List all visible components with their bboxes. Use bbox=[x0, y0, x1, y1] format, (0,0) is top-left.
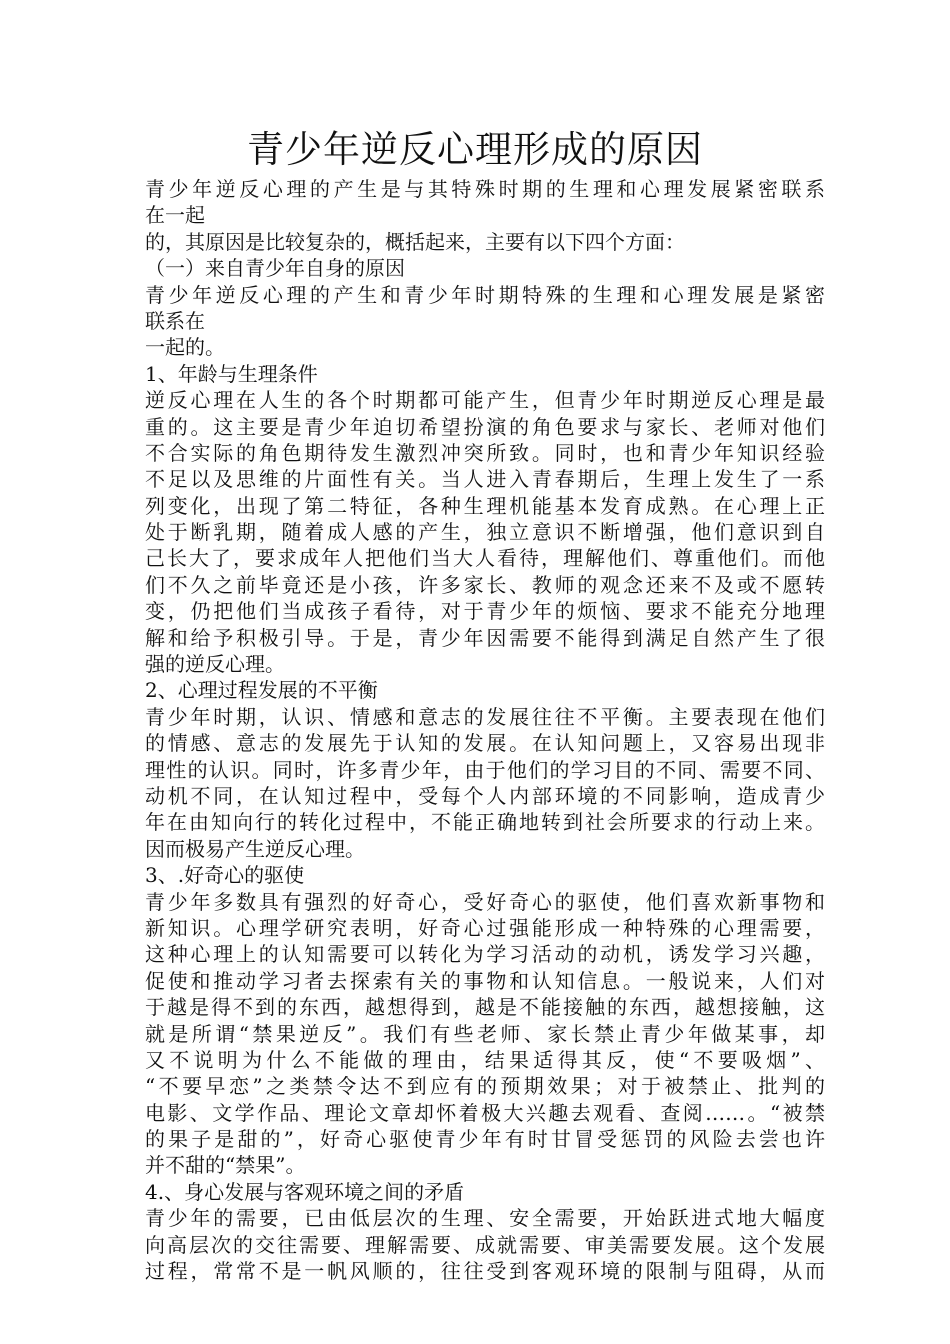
text-line: 又不说明为什么不能做的理由，结果适得其反，使“不要吸烟”、 bbox=[145, 1047, 825, 1072]
text-line: 1、年龄与生理条件 bbox=[145, 361, 318, 386]
text-line: 的果子是甜的”，好奇心驱使青少年有时甘冒受惩罚的风险去尝也许 bbox=[145, 1127, 825, 1152]
text-line: 年在由知向行的转化过程中，不能正确地转到社会所要求的行动上来。 bbox=[145, 810, 825, 835]
text-line: 青少年时期，认识、情感和意志的发展往往不平衡。主要表现在他们 bbox=[145, 704, 825, 729]
text-line: 2、心理过程发展的不平衡 bbox=[145, 678, 378, 703]
text-line: 一起的。 bbox=[145, 335, 225, 360]
text-line: （一）来自青少年自身的原因 bbox=[145, 256, 405, 281]
text-line: 动机不同，在认知过程中，受每个人内部环境的不同影响，造成青少 bbox=[145, 783, 825, 808]
text-line: 重的。这主要是青少年迫切希望扮演的角色要求与家长、老师对他们 bbox=[145, 414, 825, 439]
text-line: “不要早恋”之类禁令达不到应有的预期效果；对于被禁止、批判的 bbox=[145, 1074, 825, 1099]
text-line: 联系在 bbox=[145, 308, 205, 333]
text-line: 因而极易产生逆反心理。 bbox=[145, 836, 365, 861]
text-line: 理性的认识。同时，许多青少年，由于他们的学习目的不同、需要不同、 bbox=[145, 757, 825, 782]
text-line: 青少年逆反心理的产生和青少年时期特殊的生理和心理发展是紧密 bbox=[145, 282, 825, 307]
text-line: 青少年逆反心理的产生是与其特殊时期的生理和心理发展紧密联系 bbox=[145, 177, 825, 201]
text-line: 处于断乳期，随着成人感的产生，独立意识不断增强，他们意识到自 bbox=[145, 520, 825, 545]
text-line: 强的逆反心理。 bbox=[145, 652, 285, 677]
text-line: 电影、文学作品、理论文章却怀着极大兴趣去观看、查阅……。“被禁 bbox=[145, 1100, 825, 1125]
text-line: 这种心理上的认知需要可以转化为学习活动的动机，诱发学习兴趣， bbox=[145, 942, 825, 967]
page-title: 青少年逆反心理形成的原因 bbox=[247, 128, 703, 171]
text-line: 解和给予积极引导。于是，青少年因需要不能得到满足自然产生了很 bbox=[145, 625, 825, 650]
text-line: 过程，常常不是一帆风顺的，往往受到客观环境的限制与阻碍，从而 bbox=[145, 1259, 825, 1284]
text-line: 不合实际的角色期待发生激烈冲突所致。同时，也和青少年知识经验 bbox=[145, 440, 825, 465]
text-line: 并不甜的“禁果”。 bbox=[145, 1153, 306, 1178]
text-line: 于越是得不到的东西，越想得到，越是不能接触的东西，越想接触，这 bbox=[145, 995, 825, 1020]
text-line: 的情感、意志的发展先于认知的发展。在认知问题上，又容易出现非 bbox=[145, 731, 825, 756]
text-line: 己长大了，要求成年人把他们当大人看待，理解他们、尊重他们。而他 bbox=[145, 546, 825, 571]
text-line: 青少年多数具有强烈的好奇心，受好奇心的驱使，他们喜欢新事物和 bbox=[145, 889, 825, 914]
text-line: 向高层次的交往需要、理解需要、成就需要、审美需要发展。这个发展 bbox=[145, 1232, 825, 1257]
text-line: 4.、身心发展与客观环境之间的矛盾 bbox=[145, 1179, 465, 1204]
text-line: 的，其原因是比较复杂的，概括起来，主要有以下四个方面： bbox=[145, 229, 685, 254]
text-line: 逆反心理在人生的各个时期都可能产生，但青少年时期逆反心理是最 bbox=[145, 388, 825, 413]
text-line: 促使和推动学习者去探索有关的事物和认知信息。一般说来，人们对 bbox=[145, 968, 825, 993]
text-line: 3、.好奇心的驱使 bbox=[145, 863, 305, 888]
text-line: 青少年的需要，已由低层次的生理、安全需要，开始跃进式地大幅度 bbox=[145, 1206, 825, 1231]
document-body bbox=[145, 176, 825, 1284]
text-line: 就是所谓“禁果逆反”。我们有些老师、家长禁止青少年做某事，却 bbox=[145, 1021, 825, 1046]
text-line: 们不久之前毕竟还是小孩，许多家长、教师的观念还来不及或不愿转 bbox=[145, 572, 825, 597]
text-line: 不足以及思维的片面性有关。当人进入青春期后，生理上发生了一系 bbox=[145, 467, 825, 492]
text-line: 列变化，出现了第二特征，各种生理机能基本发育成熟。在心理上正 bbox=[145, 493, 825, 518]
text-line: 在一起 bbox=[145, 203, 205, 228]
text-line: 变，仍把他们当成孩子看待，对于青少年的烦恼、要求不能充分地理 bbox=[145, 599, 825, 624]
text-line: 新知识。心理学研究表明，好奇心过强能形成一种特殊的心理需要， bbox=[145, 915, 825, 940]
